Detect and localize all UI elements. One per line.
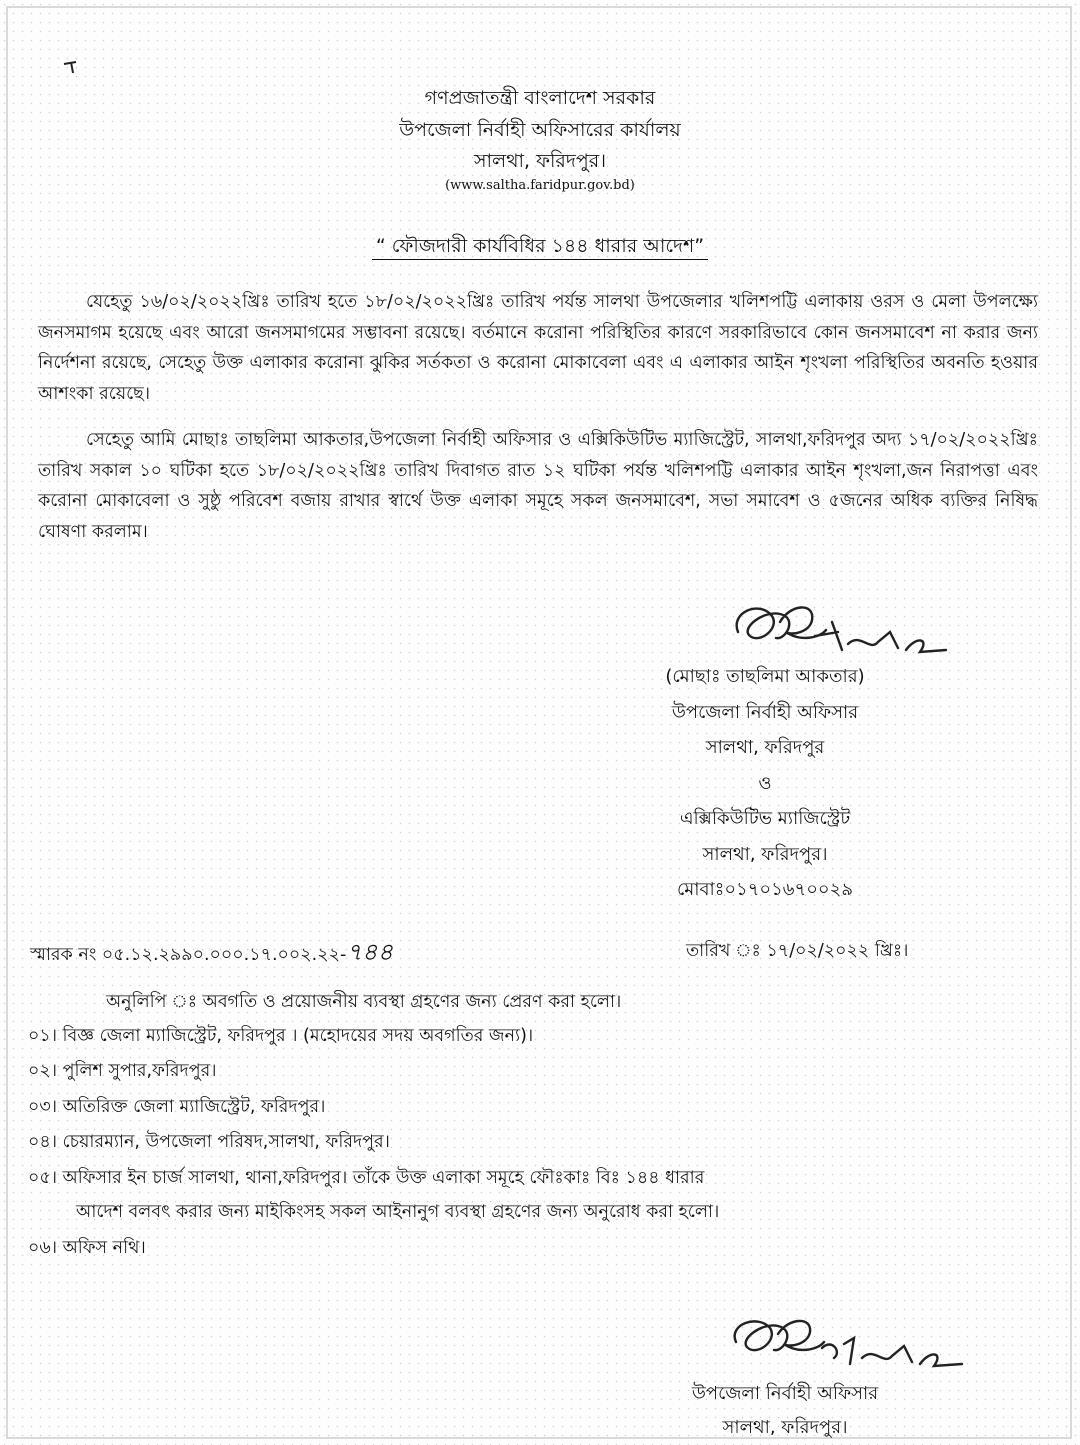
memo-number-printed: স্মারক নং ০৫.১২.২৯৯০.০০০.১৭.০০২.২২- [30, 945, 347, 965]
copy-item-3-text: ০৩। অতিরিক্ত জেলা ম্যাজিস্ট্রেট, ফরিদপুর। [28, 1097, 326, 1117]
memo-number-handwritten: ৭৪৪ [346, 938, 394, 966]
order-title-text: “ ফৌজদারী কার্যবিধির ১৪৪ ধারার আদেশ” [372, 235, 708, 260]
header-government: গণপ্রজাতন্ত্রী বাংলাদেশ সরকার [424, 87, 656, 109]
signatory-place-2: সালথা, ফরিদপুর। [702, 843, 828, 865]
header-location: সালথা, ফরিদপুর। [473, 150, 606, 172]
signatory-designation: উপজেলা নির্বাহী অফিসার [671, 701, 859, 723]
copy-item-5-text: ০৫। অফিসার ইন চার্জ সালথা, থানা,ফরিদপুর। তাঁকে উক্ত এলাকা সমূহে ফৌঃকাঃ বিঃ ১৪৪ ধারার [28, 1168, 705, 1188]
copy-item-4-text: ০৪। চেয়ারম্যান, উপজেলা পরিষদ,সালথা, ফরিদপুর। [28, 1132, 390, 1152]
memo-number [30, 934, 393, 974]
signatory-2-place: সালথা, ফরিদপুর। [722, 1417, 848, 1438]
signatory-designation-2: এক্সিকিউটিভ ম্যাজিস্ট্রেট [679, 808, 851, 829]
signature-block-2 [620, 1377, 950, 1445]
signatory-conjunction: ও [758, 772, 772, 794]
copy-item-6-text: ০৬। অফিস নথি। [28, 1238, 146, 1258]
signatory-name: (মোছাঃ তাছলিমা আকতার) [665, 666, 865, 687]
signature-2 [722, 1308, 972, 1378]
copy-item-1-text: ০১। বিজ্ঞ জেলা ম্যাজিস্ট্রেট, ফরিদপুর । (মহোদয়ের সদয় অবগতির জন্য)। [28, 1026, 534, 1046]
order-title [0, 232, 1080, 264]
header-website: (www.saltha.faridpur.gov.bd) [445, 178, 635, 193]
signatory-place: সালথা, ফরিদপুর [705, 737, 825, 758]
copy-item-6 [28, 1233, 1018, 1263]
copy-item-3 [28, 1092, 1018, 1122]
copy-item-1 [28, 1021, 1018, 1051]
paragraph-2: সেহেতু আমি মোছাঃ তাছলিমা আকতার,উপজেলা নির্বাহী অফিসার ও এক্সিকিউটিভ ম্যাজিস্ট্রেট, সালথা,ফরিদপুর অদ্য ১৭/০২/২০২২খ্রিঃ তারিখ সকাল ১০ ঘটিকা হতে ১৮/০২/২০২২খ্রিঃ তারিখ দিবাগত রাত ১২ ঘটিকা পর্যন্ত খলিশপট্টি এলাকার আইন শৃংখলা,জন নিরাপত্তা এবং করোনা মোকাবেলা ও সুষ্ঠু পরিবেশ বজায় রাখার স্বার্থে উক্ত এলাকা সমূহে সকল জনসমাবেশ, সভা সমাবেশ ও ৫জনের অধিক ব্যক্তির নিষিদ্ধ ঘোষণা করলাম। [38, 430, 1038, 542]
header-office: উপজেলা নির্বাহী অফিসারের কার্যালয় [399, 119, 681, 141]
copies-intro: অনুলিপি ঃ অবগতি ও প্রয়োজনীয় ব্যবস্থা গ্রহণের জন্য প্রেরণ করা হলো। [106, 992, 622, 1012]
paragraph-1: যেহেতু ১৬/০২/২০২২খ্রিঃ তারিখ হতে ১৮/০২/২০২২খ্রিঃ তারিখ পর্যন্ত সালথা উপজেলার খলিশপট্টি এলাকায় ওরস ও মেলা উপলক্ষ্যে জনসমাগম হয়েছে এবং আরো জনসমাগমের সম্ভাবনা রয়েছে। বর্তমানে করোনা পরিস্থিতির কারণে সরকারিভাবে কোন জনসমাবেশ না করার জন্য নির্দেশনা রয়েছে, সেহেতু উক্ত এলাকার করোনা ঝুকির সর্তকতা ও করোনা মোকাবেলা এবং এ এলাকার আইন শৃংখলা পরিস্থিতির অবনতি হওয়ার আশংকা রয়েছে। [38, 292, 1038, 404]
punch-mark-icon [62, 58, 80, 76]
copy-item-2 [28, 1056, 1018, 1086]
copy-item-5 [28, 1163, 1018, 1227]
copy-item-2-text: ০২। পুলিশ সুপার,ফরিদপুর। [28, 1061, 217, 1081]
copy-item-4 [28, 1127, 1018, 1157]
signatory-2-designation: উপজেলা নির্বাহী অফিসার [691, 1383, 879, 1404]
signature-block-1 [600, 659, 930, 908]
signatory-mobile: মোবাঃ০১৭০১৬৭০০২৯ [676, 879, 854, 900]
copy-item-5-continuation: আদেশ বলবৎ করার জন্য মাইকিংসহ সকল আইনানুগ ব্যবস্থা গ্রহণের জন্য অনুরোধ করা হলো। [76, 1202, 720, 1222]
memo-date: তারিখ ঃ ১৭/০২/২০২২ খ্রিঃ। [686, 941, 909, 961]
